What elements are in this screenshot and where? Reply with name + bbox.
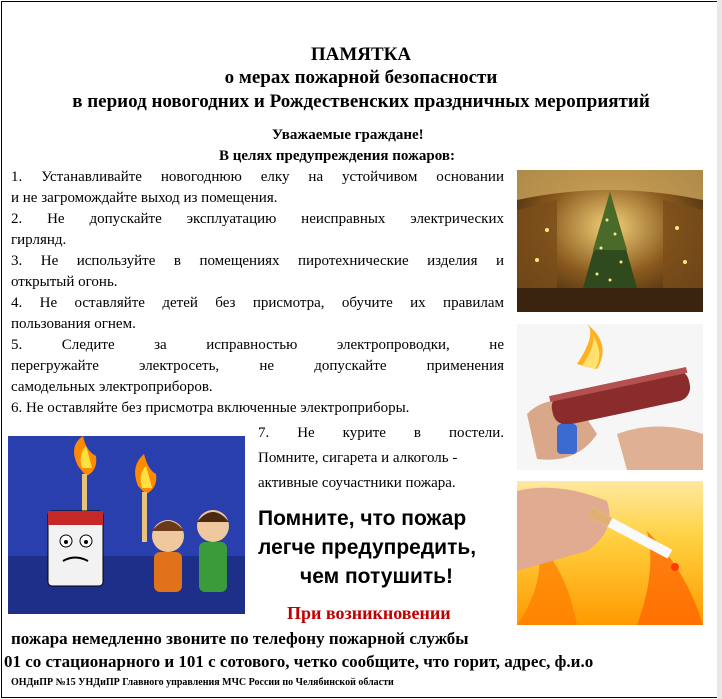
greeting: Уважаемые граждане! bbox=[272, 127, 424, 143]
slogan: Помните, что пожар легче предупредить, чем потушить! bbox=[258, 507, 477, 588]
cigarette-fire-photo bbox=[517, 481, 703, 625]
rule-6: 6. Не оставляйте без присмотра включенные электроприборы. bbox=[11, 400, 410, 416]
rule-7: 7. Не курите в постели. Помните, сигарета и алкоголь - активные соучастники пожара. bbox=[258, 425, 504, 491]
emergency-heading: При возникновении bbox=[287, 603, 451, 623]
memo-title: ПАМЯТКА bbox=[310, 44, 412, 65]
rule-5: 5. Следите за исправностью электропроводки, не перегружайте электросеть, не допускайте применения самодельных электроприборов. bbox=[11, 337, 504, 395]
memo-subtitle-period: в период новогодних и Рождественских праздничных мероприятий bbox=[72, 91, 650, 112]
rule-4: 4. Не оставляйте детей без присмотра, обучите их правилам пользования огнем. bbox=[11, 295, 504, 332]
memo-subtitle: о мерах пожарной безопасности bbox=[224, 67, 498, 88]
prevention-heading: В целях предупреждения пожаров: bbox=[219, 148, 455, 164]
rule-2: 2. Не допускайте эксплуатацию неисправных электрических гирлянд. bbox=[11, 211, 504, 248]
footer-org: ОНДиПР №15 УНДиПР Главного управления МЧС России по Челябинской области bbox=[11, 677, 394, 688]
christmas-tree-photo bbox=[517, 170, 703, 312]
matches-children-cartoon bbox=[8, 436, 245, 614]
rule-1: 1. Устанавливайте новогоднюю елку на устойчивом основании и не загромождайте выход из помещения. bbox=[11, 169, 504, 206]
firecracker-photo bbox=[517, 324, 703, 470]
rule-3: 3. Не используйте в помещениях пиротехнические изделия и открытый огонь. bbox=[11, 253, 504, 290]
emergency-text-1: пожара немедленно звоните по телефону пожарной службы bbox=[11, 629, 469, 648]
emergency-text-2: 01 со стационарного и 101 с сотового, четко сообщите, что горит, адрес, ф.и.о bbox=[4, 652, 594, 671]
